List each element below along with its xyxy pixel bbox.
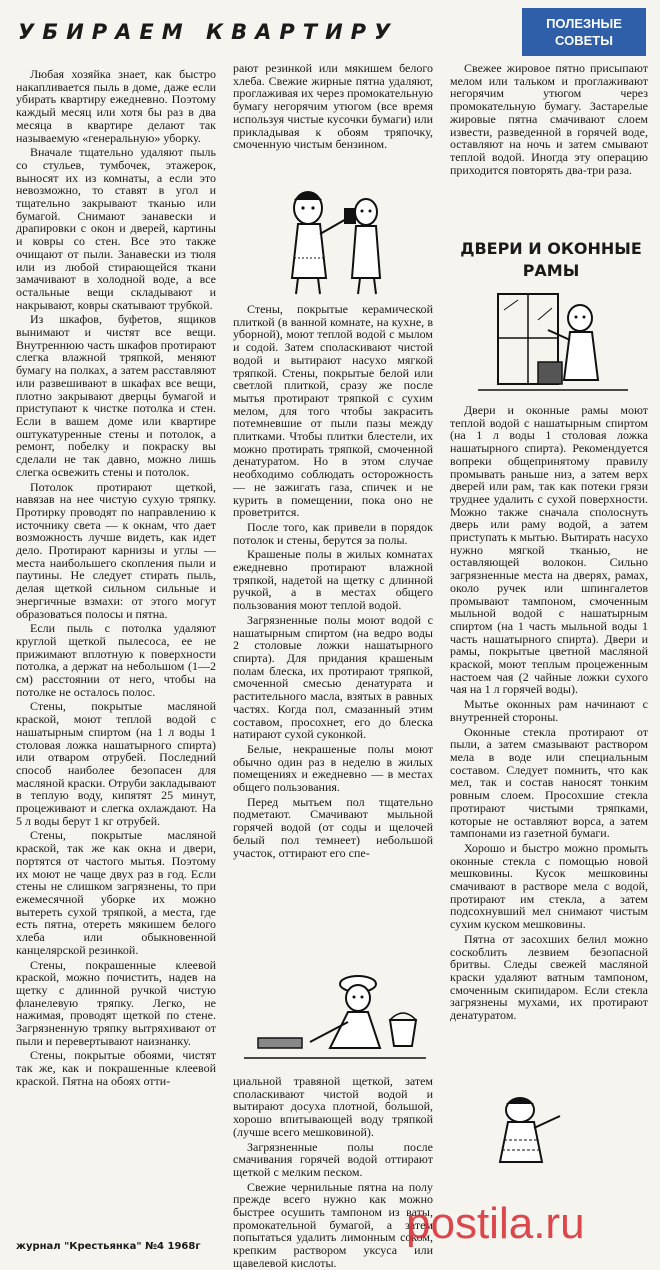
paragraph: Свежее жировое пятно присыпают мелом или тальком и проглаживают негорячим утюгом через промокательную бумагу. Застарелые жировые пятна смачивают слоем извести, разведенной в горячей воде, оставляют на ночь и затем смывают теплой водой. Иногда эту операцию приходится повторять два-три раза.: [450, 61, 648, 177]
paragraph: Вначале тщательно удаляют пыль со стульев, тумбочек, этажерок, выносят их из комнаты, а если это невозможно, то ставят в угол и тщательно закрывают тканью или бумагой. Снимают занавески и драпировки с окон и дверей, картины и ковры со стен. Все это также очищают от пыли. Занавески из тюля или из любой стирающейся ткани замачивают в холодной воде, а все остальные вещи складывают и накрывают, ковры скатывают трубкой.: [16, 145, 216, 312]
svg-text:postila.ru: postila.ru: [406, 1199, 585, 1248]
paragraph: Хорошо и быстро можно промыть оконные стекла с помощью новой мешковины. Кусок мешковины смачивают в растворе мела с водой, протирают им стекла, а затем подсохнувший мел снимают чистым сухим куском мешковины.: [450, 840, 648, 932]
subheading-line-2: РАМЫ: [522, 261, 580, 280]
paragraph: Мытье оконных рам начинают с внутренней стороны.: [450, 697, 648, 724]
paragraph: Пятна от засохших белил можно соскоблить лезвием безопасной бритвы. Следы свежей масляной краски удаляют ватным тампоном, смоченным скипидаром. Если стекла загрязнены мухами, их протирают денатуратом.: [450, 931, 648, 1023]
postila-watermark-logo: [402, 1186, 652, 1256]
paragraph: Загрязненные полы моют водой с нашатырным спиртом (на ведро воды 2 столовые ложки нашатырного спирта). Для придания крашеным полам блеска, их протирают тряпкой, смоченной смесью денатурата и растительного масла, взятых в равных частях. Когда пол, смазанный этим составом, просохнет, его до блеска натирают сухой суконкой.: [233, 612, 433, 742]
paragraph: циальной травяной щеткой, затем споласкивают чистой водой и вытирают досуха плотной, большой, хорошо впитывающей воду тряпкой (лучше всего мешковиной).: [233, 1074, 433, 1139]
paragraph: Двери и оконные рамы моют теплой водой с нашатырным спиртом (на 1 л воды 1 столовая ложка нашатырного спирта). Рекомендуется вопреки общепринятому правилу промывать раньше низ, а затем верх дверей или рам, так как потеки грязи труднее удалить с сухой поверхности. Можно также сначала сполоснуть дверь или раму водой, а затем приступать к мытью. Вытирать насухо нужно мягкой тканью, не оставляющей волокон. Сильно загрязненные места на дверях, рамах, около ручек или шпингалетов промывают тампоном, смоченным мыльной водой с нашатырным спиртом (на 1 часть мыльной воды 1 часть нашатырного спирта). Двери и рамы, покрытые цветной масляной краской, моют теплым процеженным настоем чая (2 чайные ложки сухого чая на 1 л горячей воды).: [450, 403, 648, 697]
paragraph: Из шкафов, буфетов, ящиков вынимают и чистят все вещи. Внутреннюю часть шкафов протирают слегка влажной тряпкой, меняют бумагу на полках, а затем расставляют или развешивают в шкафах все вещи, плотно закрывают дверцы бумагой и приступают к чистке потолка и стен. Если в вашем доме или квартире оштукатуренные стены и потолок, а ремонт, побелку и покраску вы сделали не так давно, можно лишь слегка освежить стены и потолок.: [16, 312, 216, 479]
paragraph: Стены, покрытые обоями, чистят так же, как и покрашенные клеевой краской. Пятна на обоях отти-: [16, 1048, 216, 1088]
paragraph: Стены, покрытые масляной краской, так же как окна и двери, портятся от частого мытья. Поэтому их моют не чаще двух раз в год. Если стены не слишком загрязнены, то при ежемесячной уборке их можно вытереть сухой тряпкой, а места, где есть пятна, отереть мякишем белого хлеба или обыкновенной канцелярской резинкой.: [16, 828, 216, 957]
paragraph: Перед мытьем пол тщательно подметают. Смачивают мыльной горячей водой (от соды и щелочей белый пол темнеет) небольшой участок, оттирают его спе-: [233, 794, 433, 860]
paragraph: Стены, покрашенные клеевой краской, можно почистить, надев на щетку с длинной ручкой чистую фланелевую тряпку. Легко, не нажимая, проводят щеткой по стене. Загрязненную тряпку вытряхивают от пыли и перевертывают наизнанку.: [16, 957, 216, 1048]
paragraph: Оконные стекла протирают от пыли, а затем смазывают раствором мела в воде или специальным составом. Следует помнить, что как мел, так и состав наносят тонким ровным слоем. Просохшие стекла протирают чистыми тряпками, которые не оставляют ворса, а затем тампонами из газетной бумаги.: [450, 724, 648, 841]
column-3-body: [450, 404, 648, 1086]
floor-scrubbing-illustration: [240, 962, 430, 1072]
paragraph: Любая хозяйка знает, как быстро накапливается пыль в доме, даже если убирать квартиру ежедневно. Поэтому каждый месяц или хотя бы раз в два месяца в квартире делают так называемую «генеральную» уборку.: [16, 67, 216, 145]
paragraph: Белые, некрашеные полы моют обычно один раз в неделю в жилых помещениях и ежедневно — в местах общего пользования.: [233, 741, 433, 795]
paragraph: рают резинкой или мякишем белого хлеба. Свежие жирные пятна удаляют, проглаживая их через промокательную бумагу негорячим утюгом (все время используя чистые кусочки бумаги) или прикладывая к обоям тряпочку, смоченную чистым бензином.: [233, 61, 433, 152]
subheading-line-1: ДВЕРИ И ОКОННЫЕ: [460, 239, 642, 258]
section-subheading: [456, 238, 646, 282]
paragraph: Загрязненные полы после смачивания горячей водой оттирают щеткой с мелким песком.: [233, 1139, 433, 1179]
paragraph: Крашеные полы в жилых комнатах ежедневно протирают влажной тряпкой, надетой на щетку с длинной ручкой, а в местах общего пользования моют теплой водой.: [233, 547, 433, 613]
section-badge: [522, 8, 646, 56]
paragraph: Стены, покрытые масляной краской, моют теплой водой с нашатырным спиртом (на 1 л воды 1 столовая ложка нашатырного спирта) или отваром отрубей. Последний способ наиболее безопасен для масляной краски. Отруби закладывают в теплую воду, кипятят 25 минут, процеживают и слегка охлаждают. На 5 л воды берут 1 кг отрубей.: [16, 699, 216, 828]
paragraph: Стены, покрытые керамической плиткой (в ванной комнате, на кухне, в уборной), моют теплой водой с мылом и содой. Затем споласкивают чистой водой и вытирают насухо мягкой тряпкой. Стены, покрытые белой или светлой плиткой, сразу же после мытья протирают тряпкой с сухим мелом, для того чтобы закрасить потемневшие от пыли пазы между плитками. Чтобы плитки блестели, их можно протирать тряпкой, смоченной денатуратом. Но в этом случае необходимо соблюдать осторожность — не зажигать газа, спичек и не курить в помещении, пока оно не проветрится.: [233, 302, 433, 520]
column-2-middle: [233, 303, 433, 960]
glass-wiping-illustration: [480, 1092, 570, 1172]
badge-line-2: СОВЕТЫ: [555, 33, 613, 48]
badge-line-1: ПОЛЕЗНЫЕ: [546, 16, 622, 31]
column-2-top: [233, 62, 433, 176]
column-1: [16, 68, 216, 1240]
column-3-top: [450, 62, 648, 196]
window-washing-illustration: [478, 290, 628, 402]
source-footer: журнал "Крестьянка" №4 1968г: [16, 1241, 201, 1252]
page-title: УБИРАЕМ КВАРТИРУ: [18, 20, 399, 44]
paragraph: Если пыль с потолка удаляют круглой щеткой пылесоса, ее не прижимают вплотную к поверхности потолка, а держат на небольшом (1—2 см) расстоянии от него, чтобы на потолке не осталось полос.: [16, 621, 216, 699]
paragraph: Потолок протирают щеткой, навязав на нее чистую сухую тряпку. Протирку проводят по направлению к источнику света — к окнам, что дает возможность лучше видеть, как идет дело. Протирают карнизы и углы — места наибольшего скопления пыли и паутины. Не следует стирать пыль, делая щеткой сильном сильные и энергичные взмахи: от этого могут образоваться полосы и пятна.: [16, 479, 216, 621]
paragraph: Свежие чернильные пятна на полу прежде всего нужно как можно быстрее осушить тампоном из ваты, промокательной бумагой, а затем попытаться удалить лимонным соком, крепким раствором уксуса или щавелевой кислоты.: [233, 1179, 433, 1270]
cleaning-ladies-illustration: [268, 178, 398, 298]
paragraph: После того, как привели в порядок потолок и стены, берутся за полы.: [233, 519, 433, 547]
